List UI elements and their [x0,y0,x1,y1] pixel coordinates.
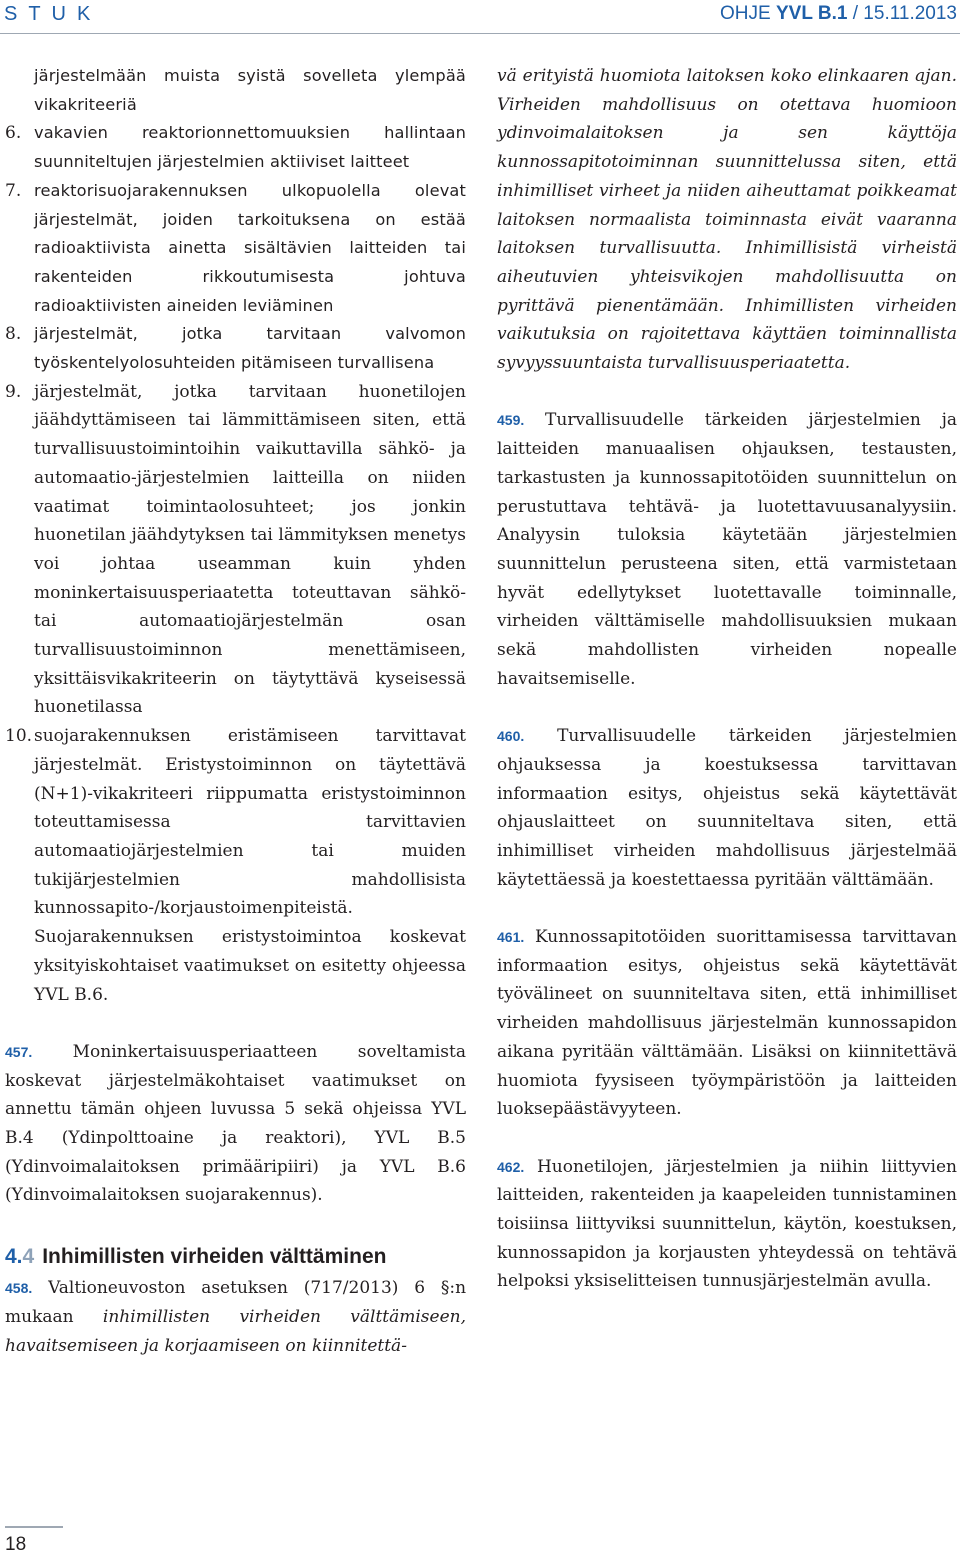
section-heading: 4.4 Inhimillisten virheiden välttäminen [5,1245,387,1269]
page-number: 18 [5,1534,27,1555]
paragraph-457: 457. Moninkertaisuusperiaatteen soveltamista koskevat järjestelmäkohtaiset vaatimukset on annettu tämän ohjeen luvussa 5 sekä ohjeissa YVL B.4 (Ydinpolttoaine ja reaktori), YVL B.5 (Ydinvoimalaitoksen primääripiiri) ja YVL B.6 (Ydinvoimalaitoksen suojarakennus). [5,1041,466,1206]
header-divider [0,33,960,34]
footer-divider [5,1526,63,1528]
paragraph-462: 462. Huonetilojen, järjestelmien ja niihin liittyvien laitteiden, rakenteiden ja kaapeleiden tunnistaminen toisiinsa liittyviksi suunnittelun, käytön, koestuksen, kunnossapidon ja korjausten yhteydessä on tehtävä helpoksi yksiselitteisen tunnusjärjestelmän avulla. [497,1156,957,1292]
requirement-list [5,62,466,1009]
left-column [5,62,466,1360]
guide-prefix: OHJE [720,3,771,24]
paragraph-458: 458. Valtioneuvoston asetuksen (717/2013) 6 §:n mukaan inhimillisten virheiden välttämiseen, havaitsemiseen ja korjaamiseen on kiinnitettä- [5,1278,467,1356]
guide-date: / 15.11.2013 [852,3,957,24]
list-item: 6. vakavien reaktorionnettomuuksien hallintaan suunniteltujen järjestelmien aktiiviset laitteet [5,123,466,172]
header-guide [720,3,957,25]
paragraph-459: 459. Turvallisuudelle tärkeiden järjestelmien ja laitteiden manuaalisen ohjauksen, testausten, tarkastusten ja kunnossapitotöiden suunnittelun on perustuttava tehtävä- ja luotettavuusanalyysiin. Analyysin tuloksia käytetään järjestelmien suunnittelun perusteena siten, että varmistetaan hyvät edellytykset luotettavalle toiminnalle, virheiden välttämiselle mahdollisuuksien mukaan sekä mahdollisten virheiden nopealle havaitsemiselle. [497,410,957,689]
guide-code: YVL B.1 [776,3,848,24]
list-item: järjestelmään muista syistä sovelleta ylempää vikakriteeriä [34,66,466,114]
list-item: 7. reaktorisuojarakennuksen ulkopuolella olevat järjestelmät, joiden tarkoituksena on estää radioaktiivista ainetta sisältävien laitteiden tai rakenteiden rikkoutumisesta johtuva radioaktiivisten aineiden leviäminen [5,180,466,315]
paragraph-460: 460. Turvallisuudelle tärkeiden järjestelmien ohjauksessa ja koestuksessa tarvittavan informaation esitys, ohjeistus sekä käytettävät ohjauslaitteet on suunniteltava siten, että inhimilliset virheiden mahdollisuus järjestelmää käytettäessä ja koestettaessa pyritään välttämään. [497,726,957,890]
list-item: 10. suojarakennuksen eristämiseen tarvittavat järjestelmät. Eristystoiminnon on täytettävä (N+1)-vikakriteeri riippumatta eristystoiminnon toteuttamisessa tarvittavien automaatiojärjestelmien tai muiden tukijärjestelmien mahdollisista kunnossapito-/korjaustoimenpiteistä. Suojarakennuksen eristystoimintoa koskevat yksityiskohtaiset vaatimukset on esitetty ohjeessa YVL B.6. [5,726,466,1005]
paragraph-458-continued: vä erityistä huomiota laitoksen koko elinkaaren ajan. Virheiden mahdollisuus on otettava huomioon ydinvoimalaitoksen ja sen käyttöja kunnossapitotoiminnan suunnittelussa siten, että inhimilliset virheet ja niiden aiheuttamat poikkeamat laitoksen normaalista toiminnasta eivät vaaranna laitoksen turvallisuutta. Inhimillisistä virheistä aiheutuvien yhteisvikojen mahdollisuutta on pyrittävä pienentämään. Inhimillisten virheiden vaikutuksia on rajoitettava käyttäen toiminnallista syvyyssuuntaista turvallisuusperiaatetta. [497,66,957,374]
paragraph-number: 458. [5,1280,33,1297]
header-org: STUK [4,3,102,25]
paragraph-number: 457. [5,1043,33,1060]
right-column [497,62,957,1296]
paragraph-461: 461. Kunnossapitotöiden suorittamisessa tarvittavan informaation esitys, ohjeistus sekä käytettävät työvälineet on suunniteltava siten, että inhimilliset virheiden mahdollisuus järjestelmän kunnossapidon aikana pyritään välttämään. Lisäksi on kiinnitettävä huomiota fyysiseen työympäristöön ja laitteiden luoksepäästävyyteen. [497,927,957,1120]
list-item: 9. järjestelmät, jotka tarvitaan huonetilojen jäähdyttämiseen tai lämmittämiseen siten, että turvallisuustoimintoihin vaikuttavilla sähkö- ja automaatio-järjestelmien laitteilla on niiden vaatimat toimintaolosuhteet; jos jonkin huonetilan jäähdytyksen tai lämmityksen menetys voi johtaa useamman kuin yhden moninkertaisuusperiaatetta toteuttavan sähkö- tai automaatiojärjestelmän osan turvallisuustoiminnon menettämiseen, yksittäisvikakriteerin on täytyttävä kyseisessä huonetilassa [5,381,466,718]
list-item: 8. järjestelmät, jotka tarvitaan valvomon työskentelyolosuhteiden pitämiseen turvallisena [5,324,466,373]
section-title: Inhimillisten virheiden välttäminen [42,1245,387,1269]
